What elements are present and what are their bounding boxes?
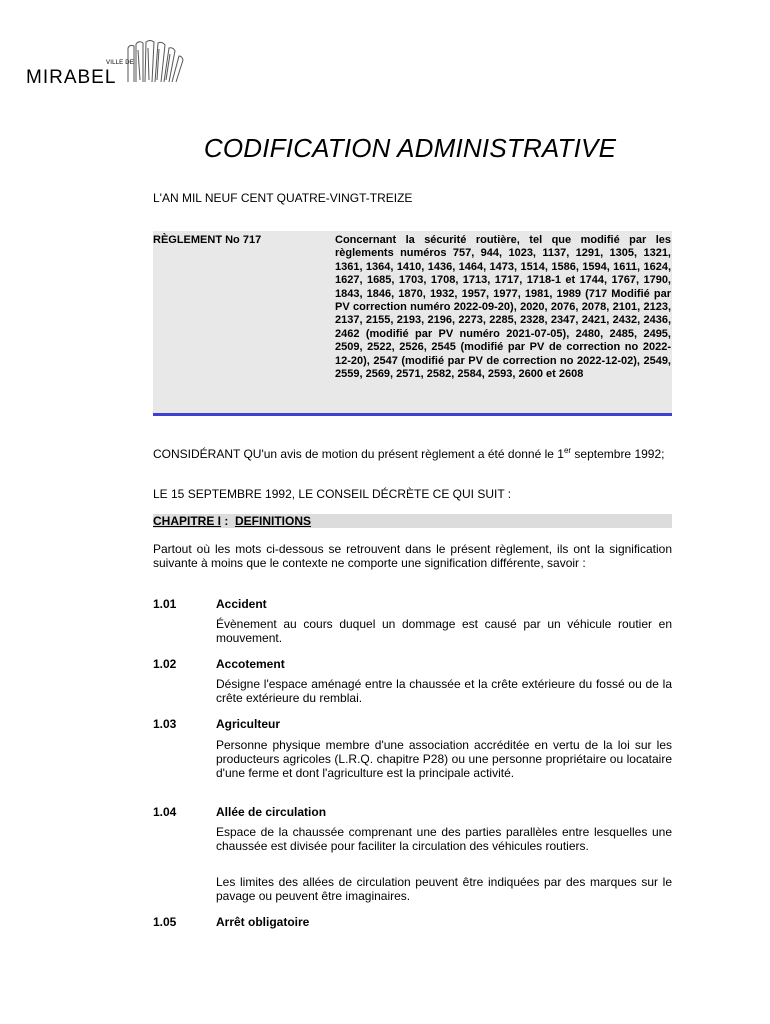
definition-term: Arrêt obligatoire xyxy=(216,915,310,929)
definition-number: 1.03 xyxy=(153,717,177,731)
regulation-header-box xyxy=(153,231,672,416)
definition-text: Désigne l'espace aménagé entre la chaussée et la crête extérieure du fossé ou de la crête extérieure du remblai. xyxy=(216,677,672,705)
definition-term: Agriculteur xyxy=(216,717,281,731)
chapter-title: DEFINITIONS xyxy=(235,514,312,528)
regulation-description: Concernant la sécurité routière, tel que modifié par les règlements numéros 757, 944, 1023, 1137, 1291, 1305, 1321, 1361, 1364, 1410, 1436, 1464, 1473, 1514, 1586, 1594, 1611, 1624, 1627, 1685, 1703, 1708, 1713, 1717, 1718-1 et 1744, 1767, 1790, 1843, 1846, 1870, 1932, 1957, 1977, 1981, 1989 (717 Modifié par PV correction numéro 2022-09-20), 2020, 2076, 2078, 2101, 2123, 2137, 2155, 2193, 2196, 2273, 2285, 2328, 2347, 2421, 2432, 2436, 2462 (modifié par PV numéro 2021-07-05), 2480, 2485, 2495, 2509, 2522, 2526, 2545 (modifié par PV de correction no 2022-12-20), 2547 (modifié par PV de correction no 2022-12-02), 2549, 2559, 2569, 2571, 2582, 2584, 2593, 2600 et 2608 xyxy=(335,234,671,381)
definition-number: 1.02 xyxy=(153,657,177,671)
logo-ville-text: VILLE DE xyxy=(106,60,134,66)
chapter-number: CHAPITRE I xyxy=(153,514,222,528)
considerant-paragraph xyxy=(153,444,672,461)
definition-term: Accotement xyxy=(216,657,285,671)
logo-name-text: MIRABEL xyxy=(26,67,117,88)
considerant-superscript: er xyxy=(563,446,572,455)
definition-term: Allée de circulation xyxy=(216,805,327,819)
page-title: CODIFICATION ADMINISTRATIVE xyxy=(203,133,617,163)
definition-text: Évènement au cours duquel un dommage est causé par un véhicule routier en mouvement. xyxy=(216,617,672,645)
chapter-separator: : xyxy=(221,514,236,528)
definition-text: Espace de la chaussée comprenant une des parties parallèles entre lesquelles une chaussée est divisée pour faciliter la circulation des véhicules routiers. xyxy=(216,825,672,853)
definition-number: 1.01 xyxy=(153,597,177,611)
definition-number: 1.04 xyxy=(153,805,177,819)
regulation-label: RÈGLEMENT No 717 xyxy=(153,234,262,246)
definition-number: 1.05 xyxy=(153,915,177,929)
considerant-text: CONSIDÉRANT QU'un avis de motion du présent règlement a été donné le 1 xyxy=(153,447,564,461)
logo-fan-icon xyxy=(118,40,188,84)
chapter-heading xyxy=(153,514,672,528)
definition-text-secondary: Les limites des allées de circulation peuvent être indiquées par des marques sur le pavage ou peuvent être imaginaires. xyxy=(216,875,672,903)
city-logo xyxy=(26,40,186,90)
year-line: L'AN MIL NEUF CENT QUATRE-VINGT-TREIZE xyxy=(153,191,413,205)
definition-text: Personne physique membre d'une association accréditée en vertu de la loi sur les producteurs agricoles (L.R.Q. chapitre P28) ou une personne propriétaire ou locataire d'une ferme et dont l'agriculture est la principale activité. xyxy=(216,738,672,780)
intro-paragraph: Partout où les mots ci-dessous se retrouvent dans le présent règlement, ils ont la signification suivante à moins que le contexte ne comporte une signification différente, savoir : xyxy=(153,542,672,570)
considerant-end: septembre 1992; xyxy=(571,447,665,461)
decree-paragraph: LE 15 SEPTEMBRE 1992, LE CONSEIL DÉCRÈTE CE QUI SUIT : xyxy=(153,487,512,501)
definition-term: Accident xyxy=(216,597,267,611)
